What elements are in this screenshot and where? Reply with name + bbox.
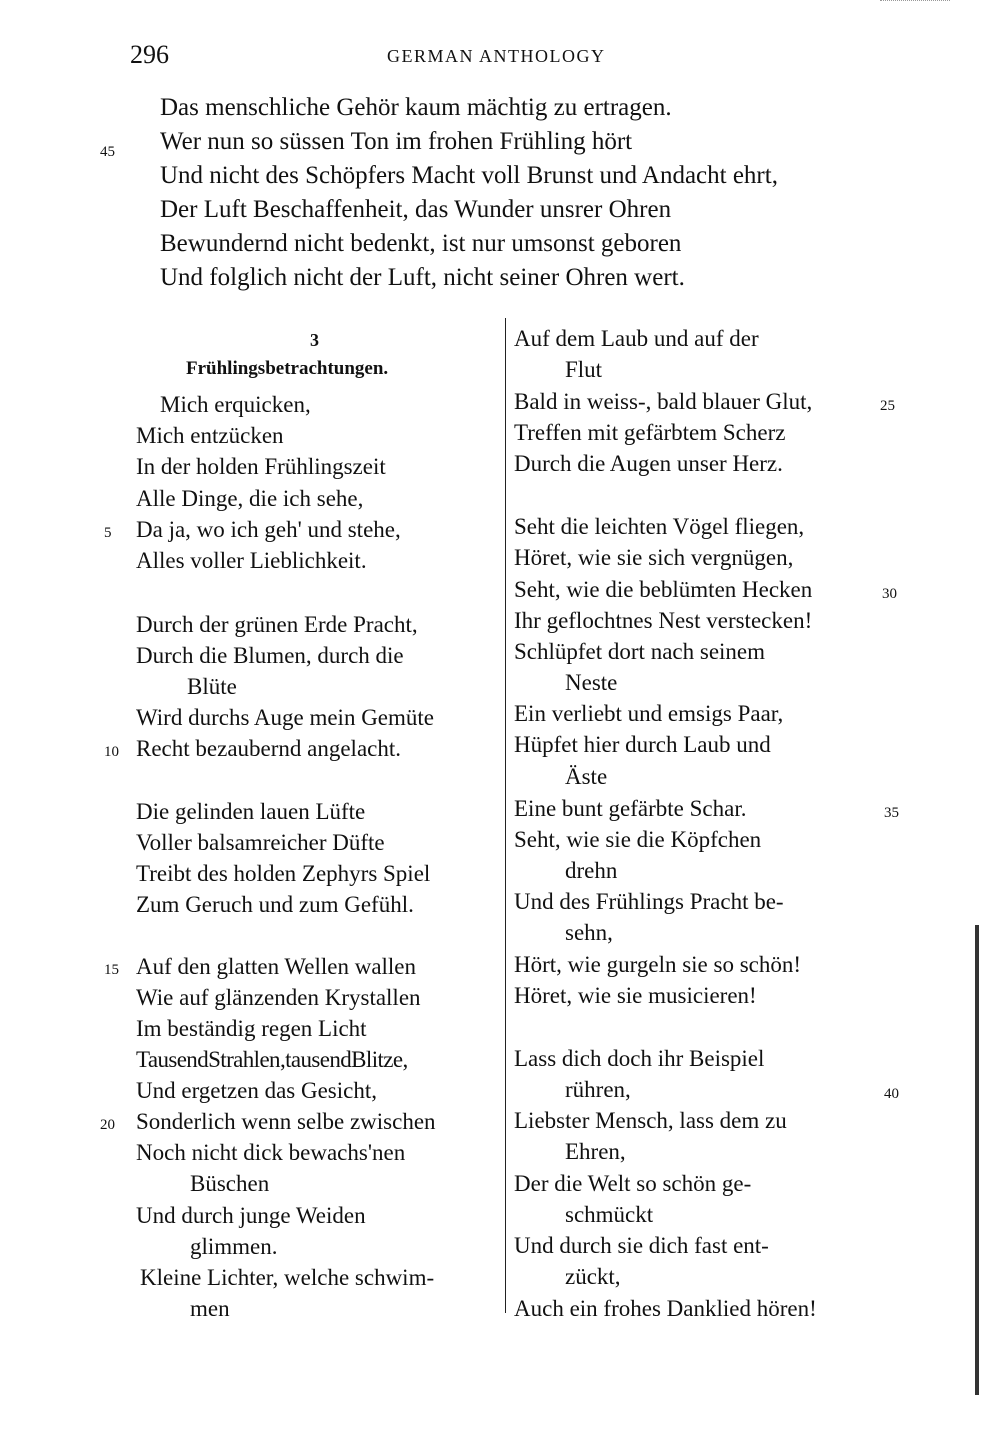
verse-line: Durch die Augen unser Herz. (514, 451, 783, 476)
verse-line: Und des Frühlings Pracht be- (514, 889, 784, 914)
verse-line: Hüpfet hier durch Laub und (514, 732, 771, 757)
line-number: 20 (100, 1117, 115, 1133)
verse-line: Zum Geruch und zum Gefühl. (136, 892, 414, 917)
poem-number: 3 (310, 330, 319, 350)
line-number: 40 (884, 1086, 899, 1102)
verse-line: Auf den glatten Wellen wallen (136, 954, 417, 979)
verse-line: Seht, wie sie die Köpfchen (514, 827, 762, 852)
line-number: 5 (104, 525, 112, 541)
verse-line: Blüte (187, 674, 237, 699)
verse-line: Hört, wie gurgeln sie so schön! (514, 952, 802, 977)
running-title: GERMAN ANTHOLOGY (387, 46, 606, 66)
verse-line: Das menschliche Gehör kaum mächtig zu ertragen. (160, 94, 672, 121)
line-number: 15 (104, 962, 119, 978)
verse-line: Wie auf glänzenden Krystallen (136, 985, 421, 1010)
page-number: 296 (130, 40, 169, 69)
verse-line: Liebster Mensch, lass dem zu (514, 1108, 787, 1133)
verse-line: Treibt des holden Zephyrs Spiel (136, 861, 431, 886)
verse-line: Voller balsamreicher Düfte (136, 830, 385, 855)
verse-line: Neste (565, 670, 618, 695)
verse-line: Auf dem Laub und auf der (514, 326, 759, 351)
page-header (0, 40, 1000, 80)
scan-artifact (880, 0, 950, 5)
verse-line: Da ja, wo ich geh' und stehe, (136, 517, 401, 542)
verse-line: Alles voller Lieblichkeit. (136, 548, 367, 573)
poem-title: Frühlingsbetrachtungen. (186, 358, 389, 379)
line-number: 35 (884, 805, 899, 821)
verse-line: Treffen mit gefärbtem Scherz (514, 420, 786, 445)
line-number: 25 (880, 398, 895, 414)
verse-line: Und folglich nicht der Luft, nicht seiner Ohren wert. (160, 264, 685, 291)
column-divider (505, 318, 506, 1313)
verse-line: schmückt (565, 1202, 654, 1227)
verse-line: Wird durchs Auge mein Gemüte (136, 705, 435, 730)
verse-line: Höret, wie sie sich vergnügen, (514, 545, 794, 570)
line-number: 45 (100, 144, 115, 160)
verse-line: In der holden Frühlingszeit (136, 454, 386, 479)
verse-line: glimmen. (190, 1234, 278, 1259)
verse-line: rühren, (565, 1077, 631, 1102)
verse-line: Und durch junge Weiden (136, 1203, 366, 1228)
line-number: 10 (104, 744, 119, 760)
page-edge-shadow (975, 925, 979, 1395)
verse-line: Und nicht des Schöpfers Macht voll Brunst und Andacht ehrt, (160, 162, 778, 189)
verse-line: Mich erquicken, (160, 392, 311, 417)
verse-line: Mich entzücken (136, 423, 284, 448)
verse-line: Im beständig regen Licht (136, 1016, 367, 1041)
verse-line: Der die Welt so schön ge- (514, 1171, 752, 1196)
verse-line: Lass dich doch ihr Beispiel (514, 1046, 765, 1071)
verse-line: Durch der grünen Erde Pracht, (136, 612, 418, 637)
verse-line: Bald in weiss-, bald blauer Glut, (514, 389, 813, 414)
verse-line: Die gelinden lauen Lüfte (136, 799, 366, 824)
verse-line: Wer nun so süssen Ton im frohen Frühling hört (160, 128, 633, 155)
verse-line: men (190, 1296, 230, 1321)
verse-line: Ihr geflochtnes Nest verstecken! (514, 608, 813, 633)
verse-line: Auch ein frohes Danklied hören! (514, 1296, 817, 1321)
verse-line: Seht die leichten Vögel fliegen, (514, 514, 805, 539)
verse-line: Noch nicht dick bewachs'nen (136, 1140, 406, 1165)
verse-line: Recht bezaubernd angelacht. (136, 736, 402, 761)
verse-line: sehn, (565, 920, 613, 945)
verse-line: Alle Dinge, die ich sehe, (136, 486, 364, 511)
verse-line: Sonderlich wenn selbe zwischen (136, 1109, 436, 1134)
line-number: 30 (882, 586, 897, 602)
verse-line: drehn (565, 858, 618, 883)
verse-line: zückt, (565, 1264, 621, 1289)
verse-line: Und durch sie dich fast ent- (514, 1233, 769, 1258)
verse-line: Ein verliebt und emsigs Paar, (514, 701, 784, 726)
verse-line: Flut (565, 357, 603, 382)
verse-line: Schlüpfet dort nach seinem (514, 639, 766, 664)
verse-line: Bewundernd nicht bedenkt, ist nur umsonst geboren (160, 230, 682, 257)
verse-line: Seht, wie die beblümten Hecken (514, 577, 813, 602)
verse-line: Durch die Blumen, durch die (136, 643, 404, 668)
verse-line: Und ergetzen das Gesicht, (136, 1078, 377, 1103)
verse-line: Äste (565, 764, 608, 789)
verse-line: Eine bunt gefärbte Schar. (514, 796, 747, 821)
verse-line: Kleine Lichter, welche schwim- (140, 1265, 435, 1290)
verse-line: Der Luft Beschaffenheit, das Wunder unsrer Ohren (160, 196, 672, 223)
verse-line: Höret, wie sie musicieren! (514, 983, 757, 1008)
verse-line: TausendStrahlen,tausendBlitze, (136, 1047, 408, 1072)
verse-line: Büschen (190, 1171, 270, 1196)
verse-line: Ehren, (565, 1139, 626, 1164)
